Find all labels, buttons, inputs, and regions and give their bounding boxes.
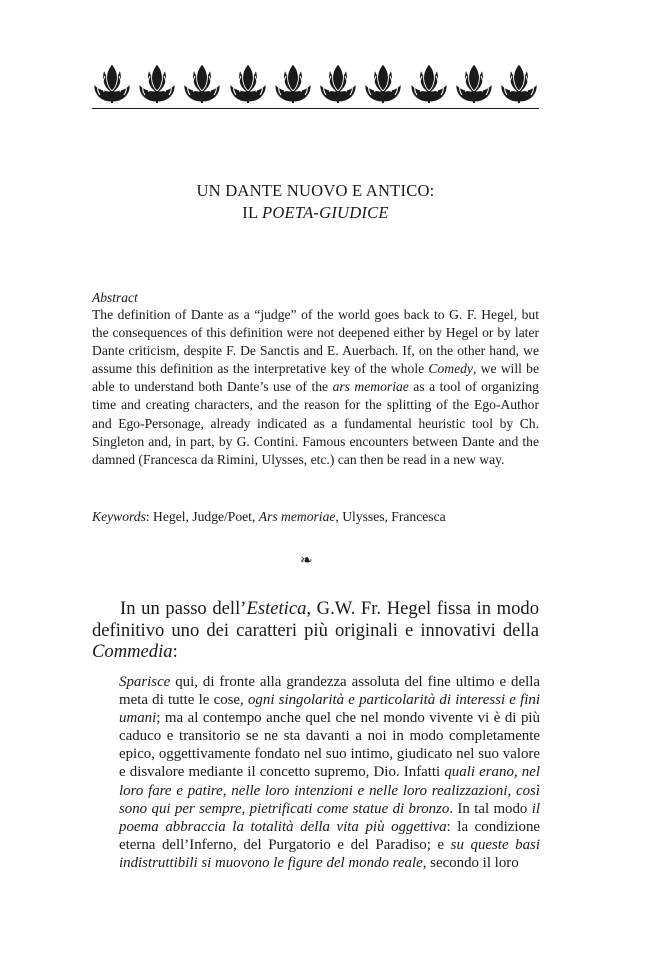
italic-run: il poema abbraccia la totalità della vita più oggettiva — [119, 800, 541, 835]
lotus-flower-icon — [363, 62, 403, 104]
lotus-flower-icon — [454, 62, 494, 104]
keywords-label: Keywords — [92, 509, 146, 524]
text-run: : la condizione eterna dell’Inferno, del Purgatorio e del Paradiso; e — [119, 818, 540, 853]
text-run: . In tal modo — [449, 800, 532, 817]
lotus-flower-icon — [318, 62, 358, 104]
title-italic: POETA-GIUDICE — [262, 203, 389, 222]
article-title — [92, 180, 539, 224]
title-line-1: UN DANTE NUOVO E ANTICO: — [196, 181, 435, 200]
abstract-text — [92, 306, 539, 469]
lotus-flower-icon — [499, 62, 539, 104]
text-run: , secondo il loro — [422, 854, 519, 871]
title-line-2: IL POETA-GIUDICE — [242, 203, 389, 222]
lotus-flower-icon — [409, 62, 449, 104]
text-run: as a tool of organizing time and creating characters, and the reason for the splitting of the Ego-Author and Ego-Personage, already indicated as a fundamental heuristic tool by Ch. Singleton and, in part, by G. Contini. Famous encounters between Dante and the damned (Francesca da Rimini, Ulysses, etc.) can then be read in a new way. — [92, 379, 539, 467]
text-run: ; ma al contempo anche quel che nel mondo vivente vi è di più caduco e transitorio se ne sta davanti a noi in modo completamente epico, oggettivamente fondato nel suo intimo, giudicato nel suo valore e disvalore mediante il concetto supremo, Dio. Infatti — [119, 710, 540, 781]
lotus-flower-icon — [92, 62, 132, 104]
abstract-label: Abstract — [92, 290, 138, 305]
italic-run: ars memoriae — [332, 379, 409, 395]
fleuron-icon: ❧ — [300, 553, 313, 569]
keywords-line — [92, 508, 539, 526]
text-run: qui, di fronte alla grandezza assoluta del fine ultimo e della meta di tutte le cose, — [119, 674, 540, 709]
italic-run: Estetica — [246, 598, 307, 619]
text-run: The definition of Dante as a “judge” of the world goes back to G. F. Hegel, but the consequences of this definition were not deepened either by Hegel or by later Dante criticism, despite F. De Sanctis and E. Auerbach. If, on the other hand, we assume this definition as the interpretative key of the whole — [92, 307, 539, 377]
header-ornament-band — [92, 60, 539, 104]
text-run: , G.W. Fr. Hegel fissa in modo definitivo uno dei caratteri più originali e innovativi della — [92, 598, 540, 641]
body-paragraph — [92, 598, 539, 663]
italic-run: su queste basi indistruttibili si muovono le figure del mondo reale — [119, 836, 540, 871]
text-run: : — [172, 641, 178, 663]
italic-run: quali erano, nel loro fare e patire, nelle loro intenzioni e nelle loro realizzazioni, così sono qui per sempre, pietrificati come statue di bronzo — [119, 764, 540, 817]
italic-run: Sparisce — [119, 674, 171, 690]
text-run: : Hegel, Judge/Poet, — [145, 509, 259, 524]
lotus-flower-icon — [228, 62, 268, 104]
italic-run: Comedy — [428, 361, 473, 377]
text-run: , Ulysses, Francesca — [335, 509, 446, 524]
italic-run: Ars memoriae — [258, 509, 336, 524]
lotus-flower-icon — [182, 62, 222, 104]
text-run: In un passo dell’ — [120, 598, 247, 619]
italic-run: Commedia — [92, 641, 173, 663]
text-run: , we will be able to understand both Dante’s use of the — [92, 361, 539, 395]
italic-run: ogni singolarità e particolarità di interessi e fini umani — [119, 692, 540, 727]
lotus-flower-icon — [137, 62, 177, 104]
lotus-flower-icon — [273, 62, 313, 104]
header-rule — [92, 108, 539, 109]
block-quote — [119, 673, 540, 872]
